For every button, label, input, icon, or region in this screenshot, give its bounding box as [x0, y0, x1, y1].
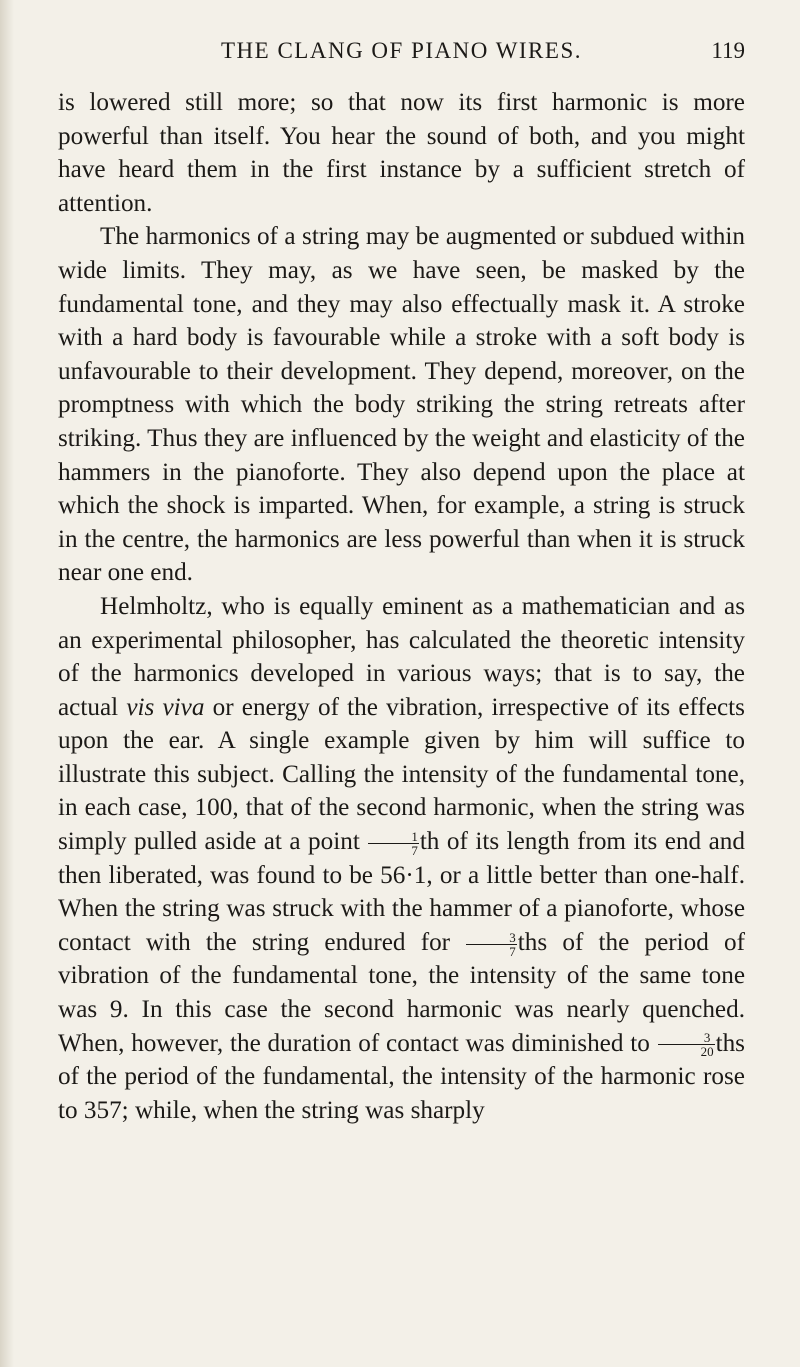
fraction-numerator: 3 — [466, 931, 517, 945]
paragraph — [58, 220, 745, 590]
fraction-denominator: 7 — [411, 842, 418, 858]
fraction-denominator: 20 — [700, 1044, 714, 1060]
text-segment: The harmonics of a string may be augmented or subdued within wide limits. They may, as we have seen, be masked by the fundamental tone, and they may also effectually mask it. A stroke with a hard body is favourable while a stroke with a soft body is unfavourable to their development. They depend, moreover, on the promptness with which the body striking the string retreats after striking. Thus they are influenced by the weight and elasticity of the hammers in the pianoforte. They also depend upon the place at which the shock is imparted. When, for example, a string is struck in the centre, the harmonics are less powerful than when it is struck near one end. — [58, 223, 745, 587]
page-header — [58, 38, 745, 78]
fraction — [466, 931, 517, 958]
text-segment: or energy of the vibration, irrespective of its effects upon the ear. A single example given by him will suffice to illustrate this subject. Calling the intensity of the fundamental tone, in each case, 100, that of the second harmonic, when the string was simply pulled aside at a point — [58, 693, 745, 856]
fraction-denominator: 7 — [509, 943, 516, 959]
italic-text: vis viva — [126, 693, 205, 721]
text-segment: is lowered still more; so that now its first harmonic is more powerful than itself. You hear the sound of both, and you might have heard them in the first instance by a sufficient stretch of attention. — [58, 89, 745, 217]
fraction-numerator: 3 — [658, 1031, 715, 1045]
fraction — [368, 830, 419, 857]
text-segment: Helmholtz, who is equally eminent as a mathematician and as an experimental philosopher, has calculated the theoretic intensity of the harmonics developed in various ways; that is to say, the actual — [58, 592, 745, 721]
paragraph — [58, 86, 745, 220]
text-segment: ths of the period of the fundamental, the intensity of the harmonic rose to 357; while, when the string was sharply — [58, 1029, 745, 1124]
page-number: 119 — [711, 38, 745, 63]
text-segment: th of its length from its end and then liberated, was found to be 56·1, or a little better than one-half. When the string was struck with the hammer of a pianoforte, whose contact with the string endured for — [58, 828, 745, 956]
text-segment: ths of the period of vibration of the fundamental tone, the intensity of the same tone was 9. In this case the second harmonic was nearly quenched. When, however, the duration of contact was diminished to — [58, 928, 745, 1057]
paragraph — [58, 590, 745, 1128]
fraction — [658, 1031, 715, 1058]
fraction-numerator: 1 — [368, 830, 419, 844]
body-text — [58, 86, 745, 1127]
running-title: THE CLANG OF PIANO WIRES. — [221, 38, 582, 63]
